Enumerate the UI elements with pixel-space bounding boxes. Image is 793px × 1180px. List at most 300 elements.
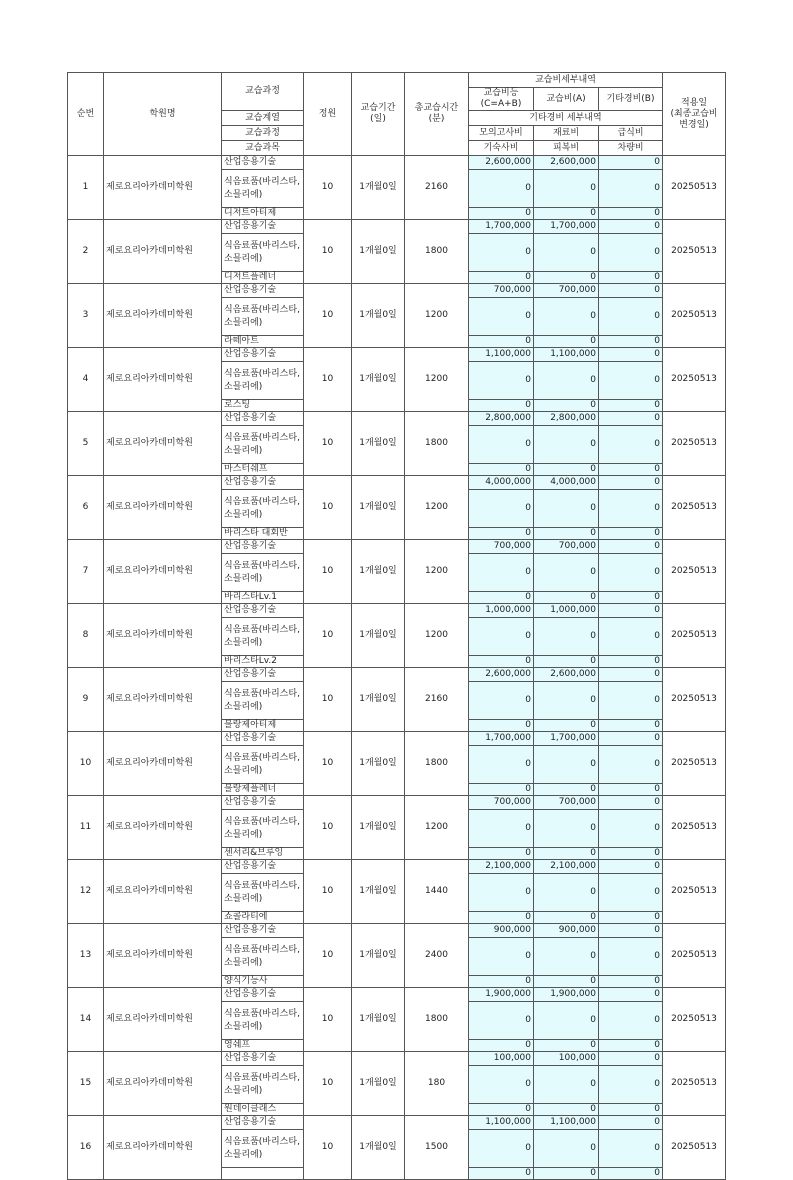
row-minutes: 1200 xyxy=(405,284,469,348)
row-tuition: 2,800,000 xyxy=(534,412,599,426)
row-tuition: 4,000,000 xyxy=(534,476,599,490)
row-material: 0 xyxy=(534,810,599,848)
row-course-process: 식음료품(바리스타,소믈리에) xyxy=(222,234,304,272)
row-course-process: 식음료품(바리스타,소믈리에) xyxy=(222,746,304,784)
row-minutes: 1200 xyxy=(405,796,469,860)
row-minutes: 2160 xyxy=(405,668,469,732)
row-course-process: 식음료품(바리스타,소믈리에) xyxy=(222,682,304,720)
row-period: 1개월0일 xyxy=(352,668,405,732)
row-course-subject: 쇼콜라티에 xyxy=(222,912,304,924)
header-other-detail: 기타경비 세부내역 xyxy=(469,111,663,126)
row-meal: 0 xyxy=(599,874,663,912)
row-apply-date: 20250513 xyxy=(663,860,726,924)
row-mock-exam: 0 xyxy=(469,682,534,720)
header-material: 재료비 xyxy=(534,126,599,141)
row-mock-exam: 0 xyxy=(469,234,534,272)
row-capacity: 10 xyxy=(304,604,352,668)
header-mock-exam: 모의고사비 xyxy=(469,126,534,141)
table-row xyxy=(68,796,726,810)
table-row xyxy=(68,348,726,362)
row-uniform: 0 xyxy=(534,912,599,924)
row-uniform: 0 xyxy=(534,976,599,988)
row-period: 1개월0일 xyxy=(352,732,405,796)
row-course-subject: 바리스타Lv.2 xyxy=(222,656,304,668)
row-dorm: 0 xyxy=(469,976,534,988)
row-minutes: 2400 xyxy=(405,924,469,988)
row-dorm: 0 xyxy=(469,848,534,860)
row-mock-exam: 0 xyxy=(469,618,534,656)
row-other-fee: 0 xyxy=(599,988,663,1002)
row-apply-date: 20250513 xyxy=(663,796,726,860)
table-row xyxy=(68,220,726,234)
row-apply-date: 20250513 xyxy=(663,284,726,348)
row-course-subject: 블랑제아티제 xyxy=(222,720,304,732)
row-period: 1개월0일 xyxy=(352,860,405,924)
row-apply-date: 20250513 xyxy=(663,476,726,540)
row-course-process: 식음료품(바리스타,소믈리에) xyxy=(222,1066,304,1104)
row-tuition: 700,000 xyxy=(534,284,599,298)
row-meal: 0 xyxy=(599,362,663,400)
row-fee-total: 900,000 xyxy=(469,924,534,938)
row-no: 10 xyxy=(68,732,104,796)
row-tuition: 1,000,000 xyxy=(534,604,599,618)
row-capacity: 10 xyxy=(304,284,352,348)
row-capacity: 10 xyxy=(304,1052,352,1116)
row-meal: 0 xyxy=(599,1130,663,1168)
header-tuition: 교습비(A) xyxy=(534,88,599,111)
row-vehicle: 0 xyxy=(599,208,663,220)
row-dorm: 0 xyxy=(469,592,534,604)
row-academy: 제로요리아카데미학원 xyxy=(104,540,222,604)
row-uniform: 0 xyxy=(534,848,599,860)
row-minutes: 180 xyxy=(405,1052,469,1116)
row-minutes: 1500 xyxy=(405,1116,469,1180)
header-no: 순번 xyxy=(68,73,104,156)
row-dorm: 0 xyxy=(469,656,534,668)
row-mock-exam: 0 xyxy=(469,554,534,592)
header-apply-date: 적용일 (최종교습비 변경일) xyxy=(663,73,726,156)
header-vehicle: 차량비 xyxy=(599,141,663,156)
row-uniform: 0 xyxy=(534,272,599,284)
row-material: 0 xyxy=(534,874,599,912)
row-course-subject: 라떼아트 xyxy=(222,336,304,348)
row-fee-total: 1,000,000 xyxy=(469,604,534,618)
row-tuition: 700,000 xyxy=(534,540,599,554)
table-row xyxy=(68,860,726,874)
row-tuition: 100,000 xyxy=(534,1052,599,1066)
row-academy: 제로요리아카데미학원 xyxy=(104,220,222,284)
row-uniform: 0 xyxy=(534,208,599,220)
row-fee-total: 4,000,000 xyxy=(469,476,534,490)
row-minutes: 1800 xyxy=(405,732,469,796)
row-apply-date: 20250513 xyxy=(663,668,726,732)
row-academy: 제로요리아카데미학원 xyxy=(104,412,222,476)
row-fee-total: 2,600,000 xyxy=(469,156,534,170)
row-dorm: 0 xyxy=(469,912,534,924)
row-capacity: 10 xyxy=(304,476,352,540)
row-fee-total: 1,700,000 xyxy=(469,732,534,746)
row-no: 1 xyxy=(68,156,104,220)
row-uniform: 0 xyxy=(534,1104,599,1116)
row-course-process: 식음료품(바리스타,소믈리에) xyxy=(222,490,304,528)
row-course-process: 식음료품(바리스타,소믈리에) xyxy=(222,938,304,976)
row-meal: 0 xyxy=(599,682,663,720)
row-academy: 제로요리아카데미학원 xyxy=(104,924,222,988)
row-fee-total: 2,600,000 xyxy=(469,668,534,682)
row-meal: 0 xyxy=(599,490,663,528)
row-dorm: 0 xyxy=(469,784,534,796)
row-course-field: 산업응용기술 xyxy=(222,284,304,298)
row-course-subject: 영쉐프 xyxy=(222,1040,304,1052)
row-vehicle: 0 xyxy=(599,720,663,732)
row-uniform: 0 xyxy=(534,528,599,540)
row-material: 0 xyxy=(534,298,599,336)
row-uniform: 0 xyxy=(534,400,599,412)
row-no: 15 xyxy=(68,1052,104,1116)
row-other-fee: 0 xyxy=(599,732,663,746)
row-course-subject: 로스팅 xyxy=(222,400,304,412)
row-tuition: 2,600,000 xyxy=(534,156,599,170)
row-tuition: 1,900,000 xyxy=(534,988,599,1002)
row-mock-exam: 0 xyxy=(469,1130,534,1168)
header-academy: 학원명 xyxy=(104,73,222,156)
row-meal: 0 xyxy=(599,618,663,656)
row-capacity: 10 xyxy=(304,220,352,284)
row-material: 0 xyxy=(534,170,599,208)
row-apply-date: 20250513 xyxy=(663,604,726,668)
row-uniform: 0 xyxy=(534,1168,599,1180)
row-capacity: 10 xyxy=(304,796,352,860)
row-academy: 제로요리아카데미학원 xyxy=(104,860,222,924)
row-academy: 제로요리아카데미학원 xyxy=(104,1052,222,1116)
row-material: 0 xyxy=(534,1130,599,1168)
row-mock-exam: 0 xyxy=(469,426,534,464)
row-course-process: 식음료품(바리스타,소믈리에) xyxy=(222,1002,304,1040)
row-other-fee: 0 xyxy=(599,604,663,618)
row-no: 9 xyxy=(68,668,104,732)
row-material: 0 xyxy=(534,1066,599,1104)
row-course-subject: 디저트플레너 xyxy=(222,272,304,284)
row-course-field: 산업응용기술 xyxy=(222,668,304,682)
row-no: 3 xyxy=(68,284,104,348)
row-mock-exam: 0 xyxy=(469,362,534,400)
row-period: 1개월0일 xyxy=(352,1116,405,1180)
row-material: 0 xyxy=(534,362,599,400)
table-header xyxy=(68,73,726,156)
row-meal: 0 xyxy=(599,298,663,336)
row-no: 13 xyxy=(68,924,104,988)
row-period: 1개월0일 xyxy=(352,796,405,860)
row-uniform: 0 xyxy=(534,592,599,604)
row-academy: 제로요리아카데미학원 xyxy=(104,668,222,732)
row-minutes: 1200 xyxy=(405,348,469,412)
row-vehicle: 0 xyxy=(599,656,663,668)
table-body xyxy=(68,156,726,1180)
header-hours: 총교습시간 (분) xyxy=(405,73,469,156)
row-capacity: 10 xyxy=(304,732,352,796)
row-course-process: 식음료품(바리스타,소믈리에) xyxy=(222,618,304,656)
row-course-process: 식음료품(바리스타,소믈리에) xyxy=(222,810,304,848)
row-course-subject: 원데이클래스 xyxy=(222,1104,304,1116)
row-course-subject: 양식기능사 xyxy=(222,976,304,988)
row-course-field: 산업응용기술 xyxy=(222,796,304,810)
row-course-field: 산업응용기술 xyxy=(222,476,304,490)
row-academy: 제로요리아카데미학원 xyxy=(104,156,222,220)
row-academy: 제로요리아카데미학원 xyxy=(104,604,222,668)
row-other-fee: 0 xyxy=(599,860,663,874)
row-mock-exam: 0 xyxy=(469,490,534,528)
row-dorm: 0 xyxy=(469,464,534,476)
row-capacity: 10 xyxy=(304,668,352,732)
row-tuition: 900,000 xyxy=(534,924,599,938)
row-other-fee: 0 xyxy=(599,156,663,170)
row-course-field: 산업응용기술 xyxy=(222,1052,304,1066)
row-course-subject: 마스터쉐프 xyxy=(222,464,304,476)
row-meal: 0 xyxy=(599,554,663,592)
row-other-fee: 0 xyxy=(599,348,663,362)
row-dorm: 0 xyxy=(469,1104,534,1116)
row-academy: 제로요리아카데미학원 xyxy=(104,1116,222,1180)
row-course-process: 식음료품(바리스타,소믈리에) xyxy=(222,554,304,592)
table-row xyxy=(68,476,726,490)
row-material: 0 xyxy=(534,1002,599,1040)
row-period: 1개월0일 xyxy=(352,156,405,220)
row-period: 1개월0일 xyxy=(352,1052,405,1116)
row-fee-total: 1,900,000 xyxy=(469,988,534,1002)
row-no: 7 xyxy=(68,540,104,604)
row-apply-date: 20250513 xyxy=(663,156,726,220)
row-period: 1개월0일 xyxy=(352,540,405,604)
row-mock-exam: 0 xyxy=(469,938,534,976)
row-fee-total: 700,000 xyxy=(469,284,534,298)
row-fee-total: 100,000 xyxy=(469,1052,534,1066)
header-course-field: 교습계열 xyxy=(222,111,304,126)
row-vehicle: 0 xyxy=(599,1040,663,1052)
table-row xyxy=(68,1116,726,1130)
row-minutes: 1800 xyxy=(405,988,469,1052)
row-course-field: 산업응용기술 xyxy=(222,156,304,170)
row-other-fee: 0 xyxy=(599,668,663,682)
row-mock-exam: 0 xyxy=(469,810,534,848)
row-mock-exam: 0 xyxy=(469,170,534,208)
table-row xyxy=(68,1052,726,1066)
row-other-fee: 0 xyxy=(599,796,663,810)
header-course-subject: 교습과목 xyxy=(222,141,304,156)
row-period: 1개월0일 xyxy=(352,348,405,412)
row-uniform: 0 xyxy=(534,720,599,732)
row-capacity: 10 xyxy=(304,156,352,220)
row-uniform: 0 xyxy=(534,336,599,348)
row-apply-date: 20250513 xyxy=(663,220,726,284)
row-vehicle: 0 xyxy=(599,336,663,348)
row-vehicle: 0 xyxy=(599,528,663,540)
row-mock-exam: 0 xyxy=(469,1066,534,1104)
row-other-fee: 0 xyxy=(599,540,663,554)
row-course-field: 산업응용기술 xyxy=(222,348,304,362)
row-uniform: 0 xyxy=(534,1040,599,1052)
table-row xyxy=(68,604,726,618)
row-dorm: 0 xyxy=(469,336,534,348)
row-period: 1개월0일 xyxy=(352,604,405,668)
row-course-field: 산업응용기술 xyxy=(222,860,304,874)
row-apply-date: 20250513 xyxy=(663,1052,726,1116)
row-no: 16 xyxy=(68,1116,104,1180)
row-other-fee: 0 xyxy=(599,924,663,938)
row-dorm: 0 xyxy=(469,400,534,412)
row-course-field: 산업응용기술 xyxy=(222,540,304,554)
row-academy: 제로요리아카데미학원 xyxy=(104,348,222,412)
row-vehicle: 0 xyxy=(599,848,663,860)
row-material: 0 xyxy=(534,938,599,976)
row-other-fee: 0 xyxy=(599,412,663,426)
row-course-field: 산업응용기술 xyxy=(222,604,304,618)
row-fee-total: 1,100,000 xyxy=(469,1116,534,1130)
row-no: 6 xyxy=(68,476,104,540)
row-no: 2 xyxy=(68,220,104,284)
row-uniform: 0 xyxy=(534,464,599,476)
row-vehicle: 0 xyxy=(599,464,663,476)
row-meal: 0 xyxy=(599,1002,663,1040)
row-no: 12 xyxy=(68,860,104,924)
row-dorm: 0 xyxy=(469,208,534,220)
row-course-subject: 바리스타Lv.1 xyxy=(222,592,304,604)
row-mock-exam: 0 xyxy=(469,298,534,336)
row-material: 0 xyxy=(534,490,599,528)
header-fee-total: 교습비등 (C=A+B) xyxy=(469,88,534,111)
header-dorm: 기숙사비 xyxy=(469,141,534,156)
row-dorm: 0 xyxy=(469,272,534,284)
row-capacity: 10 xyxy=(304,860,352,924)
row-fee-total: 1,700,000 xyxy=(469,220,534,234)
row-capacity: 10 xyxy=(304,988,352,1052)
row-dorm: 0 xyxy=(469,528,534,540)
row-no: 5 xyxy=(68,412,104,476)
header-course-process: 교습과정 xyxy=(222,126,304,141)
row-other-fee: 0 xyxy=(599,476,663,490)
row-period: 1개월0일 xyxy=(352,220,405,284)
row-fee-total: 2,100,000 xyxy=(469,860,534,874)
row-capacity: 10 xyxy=(304,348,352,412)
row-vehicle: 0 xyxy=(599,976,663,988)
row-material: 0 xyxy=(534,618,599,656)
row-material: 0 xyxy=(534,682,599,720)
row-course-process: 식음료품(바리스타,소믈리에) xyxy=(222,874,304,912)
row-apply-date: 20250513 xyxy=(663,540,726,604)
header-period: 교습기간 (일) xyxy=(352,73,405,156)
header-course-group: 교습과정 xyxy=(222,73,304,111)
row-material: 0 xyxy=(534,746,599,784)
row-course-field: 산업응용기술 xyxy=(222,1116,304,1130)
row-academy: 제로요리아카데미학원 xyxy=(104,476,222,540)
row-course-subject xyxy=(222,1168,304,1180)
row-course-subject: 블랑제플레너 xyxy=(222,784,304,796)
row-minutes: 2160 xyxy=(405,156,469,220)
row-fee-total: 700,000 xyxy=(469,796,534,810)
row-tuition: 1,700,000 xyxy=(534,732,599,746)
row-no: 14 xyxy=(68,988,104,1052)
row-meal: 0 xyxy=(599,746,663,784)
row-material: 0 xyxy=(534,426,599,464)
row-capacity: 10 xyxy=(304,1116,352,1180)
row-course-field: 산업응용기술 xyxy=(222,732,304,746)
table-row xyxy=(68,732,726,746)
row-academy: 제로요리아카데미학원 xyxy=(104,284,222,348)
row-material: 0 xyxy=(534,234,599,272)
row-academy: 제로요리아카데미학원 xyxy=(104,988,222,1052)
row-mock-exam: 0 xyxy=(469,1002,534,1040)
fee-table-sheet xyxy=(67,72,725,1178)
table-row xyxy=(68,156,726,170)
fee-table xyxy=(67,72,726,1180)
header-meal: 급식비 xyxy=(599,126,663,141)
row-minutes: 1800 xyxy=(405,412,469,476)
row-course-field: 산업응용기술 xyxy=(222,220,304,234)
row-meal: 0 xyxy=(599,810,663,848)
row-other-fee: 0 xyxy=(599,284,663,298)
header-capacity: 정원 xyxy=(304,73,352,156)
row-other-fee: 0 xyxy=(599,1052,663,1066)
row-vehicle: 0 xyxy=(599,400,663,412)
row-minutes: 1200 xyxy=(405,604,469,668)
row-course-subject: 디저트아티제 xyxy=(222,208,304,220)
row-period: 1개월0일 xyxy=(352,284,405,348)
row-tuition: 1,100,000 xyxy=(534,1116,599,1130)
row-meal: 0 xyxy=(599,426,663,464)
header-uniform: 피복비 xyxy=(534,141,599,156)
row-other-fee: 0 xyxy=(599,1116,663,1130)
row-course-subject: 센서리&브루잉 xyxy=(222,848,304,860)
row-period: 1개월0일 xyxy=(352,988,405,1052)
table-row xyxy=(68,412,726,426)
row-no: 11 xyxy=(68,796,104,860)
row-apply-date: 20250513 xyxy=(663,732,726,796)
row-capacity: 10 xyxy=(304,540,352,604)
row-vehicle: 0 xyxy=(599,592,663,604)
row-dorm: 0 xyxy=(469,1168,534,1180)
row-apply-date: 20250513 xyxy=(663,348,726,412)
row-capacity: 10 xyxy=(304,412,352,476)
row-minutes: 1200 xyxy=(405,540,469,604)
row-fee-total: 700,000 xyxy=(469,540,534,554)
row-tuition: 2,100,000 xyxy=(534,860,599,874)
row-other-fee: 0 xyxy=(599,220,663,234)
row-apply-date: 20250513 xyxy=(663,412,726,476)
row-material: 0 xyxy=(534,554,599,592)
table-row xyxy=(68,540,726,554)
row-meal: 0 xyxy=(599,1066,663,1104)
row-dorm: 0 xyxy=(469,1040,534,1052)
header-other-fee: 기타경비(B) xyxy=(599,88,663,111)
row-period: 1개월0일 xyxy=(352,924,405,988)
row-period: 1개월0일 xyxy=(352,476,405,540)
row-period: 1개월0일 xyxy=(352,412,405,476)
row-apply-date: 20250513 xyxy=(663,924,726,988)
row-course-process: 식음료품(바리스타,소믈리에) xyxy=(222,170,304,208)
row-academy: 제로요리아카데미학원 xyxy=(104,732,222,796)
row-academy: 제로요리아카데미학원 xyxy=(104,796,222,860)
row-fee-total: 2,800,000 xyxy=(469,412,534,426)
row-course-field: 산업응용기술 xyxy=(222,924,304,938)
row-course-field: 산업응용기술 xyxy=(222,988,304,1002)
row-course-subject: 바리스타 대회반 xyxy=(222,528,304,540)
row-meal: 0 xyxy=(599,938,663,976)
row-meal: 0 xyxy=(599,170,663,208)
table-row xyxy=(68,284,726,298)
table-row xyxy=(68,924,726,938)
row-vehicle: 0 xyxy=(599,272,663,284)
row-uniform: 0 xyxy=(534,656,599,668)
header-fee-detail: 교습비세부내역 xyxy=(469,73,663,88)
